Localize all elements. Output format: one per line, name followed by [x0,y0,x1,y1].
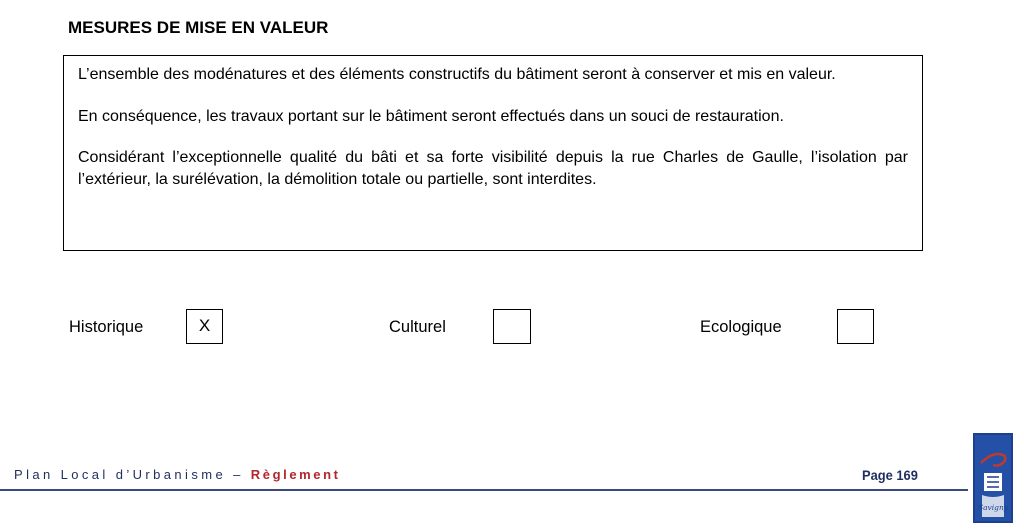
category-label-culturel: Culturel [389,318,446,336]
checkbox-culturel[interactable] [493,309,531,344]
category-label-ecologique: Ecologique [700,318,782,336]
section-title: MESURES DE MISE EN VALEUR [68,18,329,37]
paragraph: Considérant l’exceptionnelle qualité du bâti et sa forte visibilité depuis la rue Charles de Gaulle, l’isolation par l’extérieur, la surélévation, la démolition totale ou partielle, sont interdites. [78,149,908,188]
footer-doc-title: Plan Local d’Urbanisme – [14,467,251,482]
paragraph: En conséquence, les travaux portant sur le bâtiment seront effectués dans un souci de restauration. [78,107,784,125]
savigny-logo [973,433,1013,523]
page-number: Page 169 [862,467,918,483]
savigny-logo-icon [973,433,1013,523]
checkbox-historique[interactable]: X [186,309,223,344]
logo-text: Savigny [977,503,1009,512]
footer-doc-section: Règlement [250,467,341,482]
footer-rule [0,489,968,491]
paragraph: L’ensemble des modénatures et des éléments constructifs du bâtiment seront à conserver et mis en valeur. [78,66,836,83]
footer-document-title [14,467,341,482]
measures-text-box [63,55,923,251]
checkbox-ecologique[interactable] [837,309,874,344]
category-label-historique: Historique [69,318,144,336]
